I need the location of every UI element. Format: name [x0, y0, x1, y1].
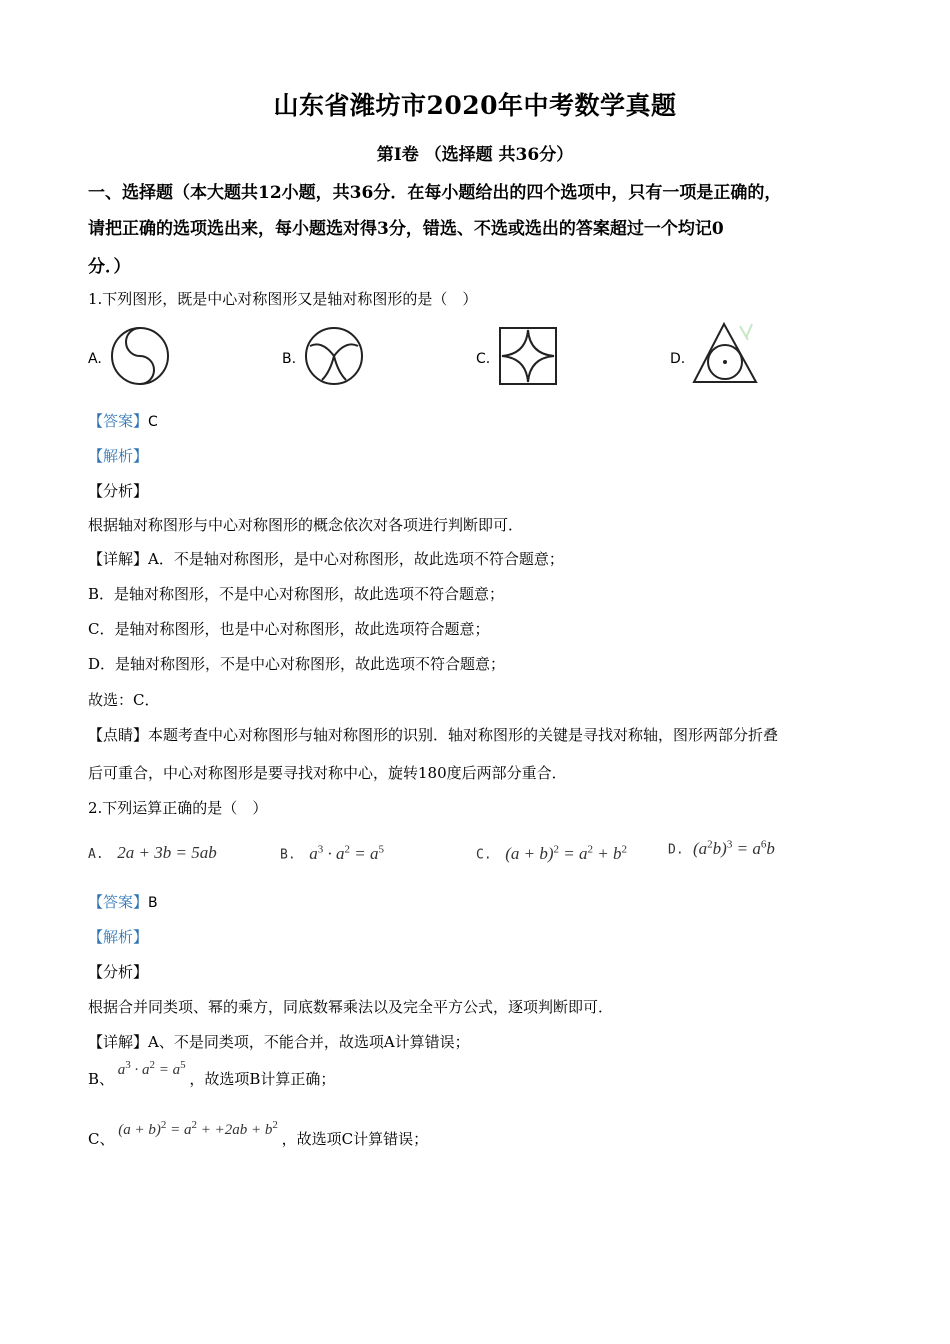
q2-option-d-label: D. — [668, 842, 684, 858]
q1-fenxi-text: 根据轴对称图形与中心对称图形的概念依次对各项进行判断即可． — [88, 516, 524, 534]
q1-answer — [88, 410, 158, 431]
q2-analysis-tag: 【解析】 — [88, 928, 149, 946]
q1-dianjing-line2: 后可重合，中心对称图形是要寻找对称中心，旋转180度后两部分重合． — [88, 764, 567, 782]
q1-detail-d: D．是轴对称图形，不是中心对称图形，故此选项不符合题意； — [88, 655, 506, 673]
q2-stem: 2.下列运算正确的是（ ） — [88, 799, 268, 817]
q2-detail-c — [88, 1119, 429, 1149]
q2-detail-c-formula: $(a + b)^2 = a^2 + +2ab + b^2$ — [114, 1119, 278, 1138]
q2-option-d-formula: $(a^2b)^3 = a^6b$ — [688, 838, 775, 858]
q1-answer-value: C — [148, 414, 158, 430]
q1-option-b-figure — [302, 324, 366, 388]
q2-answer-value: B — [148, 895, 158, 911]
q1-option-a-label: A. — [88, 351, 102, 367]
q2-option-d — [668, 838, 775, 859]
q1-answer-tag: 【答案】 — [88, 412, 149, 430]
q2-detail-b-prefix: B、 — [88, 1070, 115, 1088]
q1-option-a-figure — [108, 324, 172, 388]
q2-option-b-formula: $a^3 \cdot a^2 = a^5$ — [300, 843, 384, 863]
q2-detail-b-suffix: ，故选项B计算正确； — [189, 1070, 336, 1088]
q1-option-d-figure — [690, 320, 766, 388]
q1-choose: 故选：C． — [88, 691, 160, 709]
q2-option-c — [476, 843, 627, 864]
q2-answer — [88, 891, 158, 912]
q1-option-b-label: B. — [282, 351, 297, 367]
q2-option-a-label: A. — [88, 847, 104, 862]
section-instruction-line1: 一、选择题（本大题共12小题，共36分．在每小题给出的四个选项中，只有一项是正确的， — [88, 183, 782, 203]
q1-analysis-tag: 【解析】 — [88, 447, 149, 465]
q2-option-c-label: C. — [476, 847, 492, 863]
q2-fenxi-text: 根据合并同类项、幂的乘方，同底数幂乘法以及完全平方公式，逐项判断即可． — [88, 998, 614, 1016]
q1-option-c-figure — [496, 324, 560, 388]
q2-fenxi-tag: 【分析】 — [88, 963, 149, 981]
q2-detail-c-prefix: C、 — [88, 1130, 115, 1148]
q2-detail-b-formula: $a^3 \cdot a^2 = a^5$ — [114, 1059, 186, 1078]
q2-answer-tag: 【答案】 — [88, 893, 149, 911]
q2-option-c-formula: $(a + b)^2 = a^2 + b^2$ — [496, 843, 628, 863]
page-title: 山东省潍坊市2020年中考数学真题 — [273, 91, 677, 120]
q1-option-c-label: C. — [476, 351, 491, 367]
section-instruction-line2: 请把正确的选项选出来，每小题选对得3分，错选、不选或选出的答案超过一个均记0 — [88, 219, 724, 239]
q2-option-b — [280, 843, 384, 864]
q1-fenxi-tag: 【分析】 — [88, 482, 149, 500]
q2-detail-a: 【详解】A、不是同类项，不能合并，故选项A计算错误； — [88, 1033, 470, 1051]
q1-dianjing-line1: 【点睛】本题考查中心对称图形与轴对称图形的识别．轴对称图形的关键是寻找对称轴，图形两部分折叠 — [88, 726, 779, 744]
q1-detail-c: C．是轴对称图形，也是中心对称图形，故此选项符合题意； — [88, 620, 490, 638]
q1-option-d-label: D. — [670, 351, 686, 367]
section-instruction-line3: 分．） — [88, 257, 131, 277]
q2-option-a — [88, 843, 217, 863]
q1-stem: 1.下列图形，既是中心对称图形又是轴对称图形的是（ ） — [88, 290, 478, 308]
q1-detail-b: B．是轴对称图形，不是中心对称图形，故此选项不符合题意； — [88, 585, 505, 603]
q2-detail-c-suffix: ，故选项C计算错误； — [281, 1130, 429, 1148]
q2-option-b-label: B. — [280, 847, 296, 863]
section-subtitle: 第Ⅰ卷 （选择题 共36分） — [376, 145, 574, 165]
q1-detail-a: 【详解】A．不是轴对称图形，是中心对称图形，故此选项不符合题意； — [88, 550, 564, 568]
q2-option-a-formula: 2a + 3b = 5ab — [108, 843, 217, 862]
q2-detail-b — [88, 1059, 336, 1089]
